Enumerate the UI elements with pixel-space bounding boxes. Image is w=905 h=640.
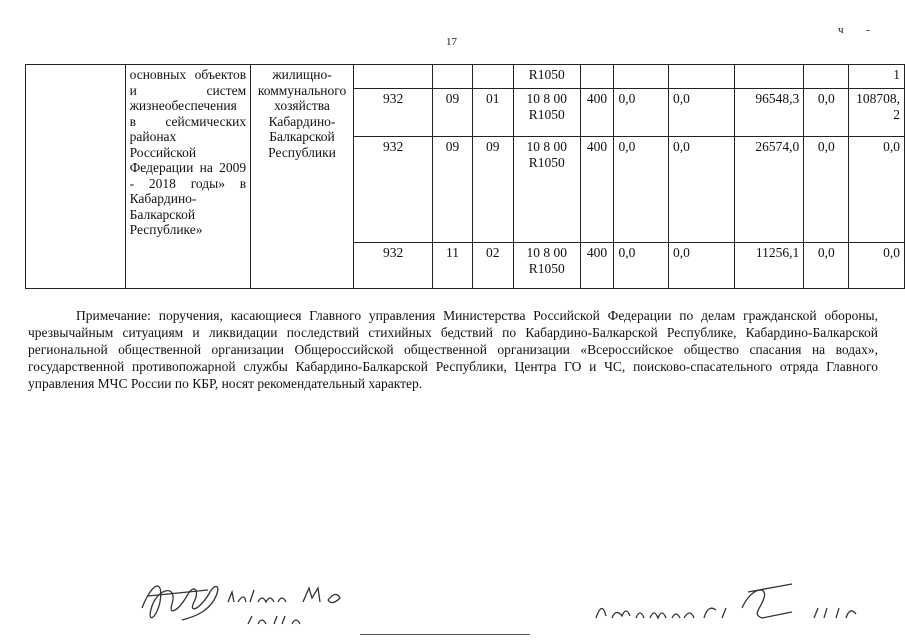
target-article-cell: 10 8 00 R1050 (513, 243, 580, 289)
last-value-cell: 1 (849, 65, 905, 89)
grbs-cell: 932 (353, 137, 433, 243)
expense-type-cell: 400 (580, 89, 614, 137)
corner-marks: ч - (838, 24, 880, 36)
value-cell: 96548,3 (735, 89, 804, 137)
value-cell: 0,0 (614, 89, 669, 137)
target-article-cell: R1050 (513, 65, 580, 89)
subsection-cell: 09 (472, 137, 513, 243)
right-signature (592, 578, 872, 633)
value-cell: 0,0 (804, 137, 849, 243)
value-cell: 26574,0 (735, 137, 804, 243)
grbs-cell: 932 (353, 89, 433, 137)
section-cell: 09 (433, 89, 472, 137)
table-cell (433, 65, 472, 89)
value-cell: 0,0 (804, 243, 849, 289)
value-cell: 0,0 (614, 137, 669, 243)
page-number: 17 (446, 36, 457, 48)
bottom-divider (360, 634, 530, 635)
table-row-top (26, 65, 905, 89)
expense-type-cell: 400 (580, 243, 614, 289)
note-paragraph: Примечание: поручения, касающиеся Главного управления Министерства Российской Федерации по делам гражданской обороны, чрезвычайным ситуациям и ликвидации последствий стихийных бедствий по Кабардино-Балкарской Республике, Кабардино-Балкарской региональной общественной организации Общероссийской общественной организации «Всероссийское общество спасания на водах», государственной противопожарной службы Кабардино-Балкарской Республики, Центра ГО и ЧС, поисково-спасательного отряда Главного управления МЧС России по КБР, носят рекомендательный характер. (28, 308, 878, 391)
table-cell (614, 65, 669, 89)
subsection-cell: 02 (472, 243, 513, 289)
target-article-cell: 10 8 00 R1050 (513, 137, 580, 243)
value-cell: 0,0 (669, 137, 735, 243)
table-cell (580, 65, 614, 89)
grbs-cell: 932 (353, 243, 433, 289)
budget-table (25, 64, 905, 289)
table-cell (353, 65, 433, 89)
value-cell: 0,0 (849, 137, 905, 243)
table-cell (735, 65, 804, 89)
value-cell: 0,0 (669, 243, 735, 289)
subsection-cell: 01 (472, 89, 513, 137)
left-signature (138, 572, 378, 637)
value-cell: 108708,2 (849, 89, 905, 137)
table-cell (804, 65, 849, 89)
industry-cell: жилищно-коммунального хозяйства Кабардино-Балкарской Республики (251, 65, 354, 289)
value-cell: 0,0 (804, 89, 849, 137)
target-article-cell: 10 8 00 R1050 (513, 89, 580, 137)
empty-number-cell (26, 65, 126, 289)
expense-type-cell: 400 (580, 137, 614, 243)
value-cell: 11256,1 (735, 243, 804, 289)
table-cell (669, 65, 735, 89)
value-cell: 0,0 (849, 243, 905, 289)
value-cell: 0,0 (669, 89, 735, 137)
program-name-cell: основных объектов и систем жизнеобеспечения в сейсмических районах Российской Федерации на 2009 - 2018 годы» в Кабардино-Балкарской Республике» (125, 65, 251, 289)
table-cell (472, 65, 513, 89)
section-cell: 11 (433, 243, 472, 289)
section-cell: 09 (433, 137, 472, 243)
value-cell: 0,0 (614, 243, 669, 289)
